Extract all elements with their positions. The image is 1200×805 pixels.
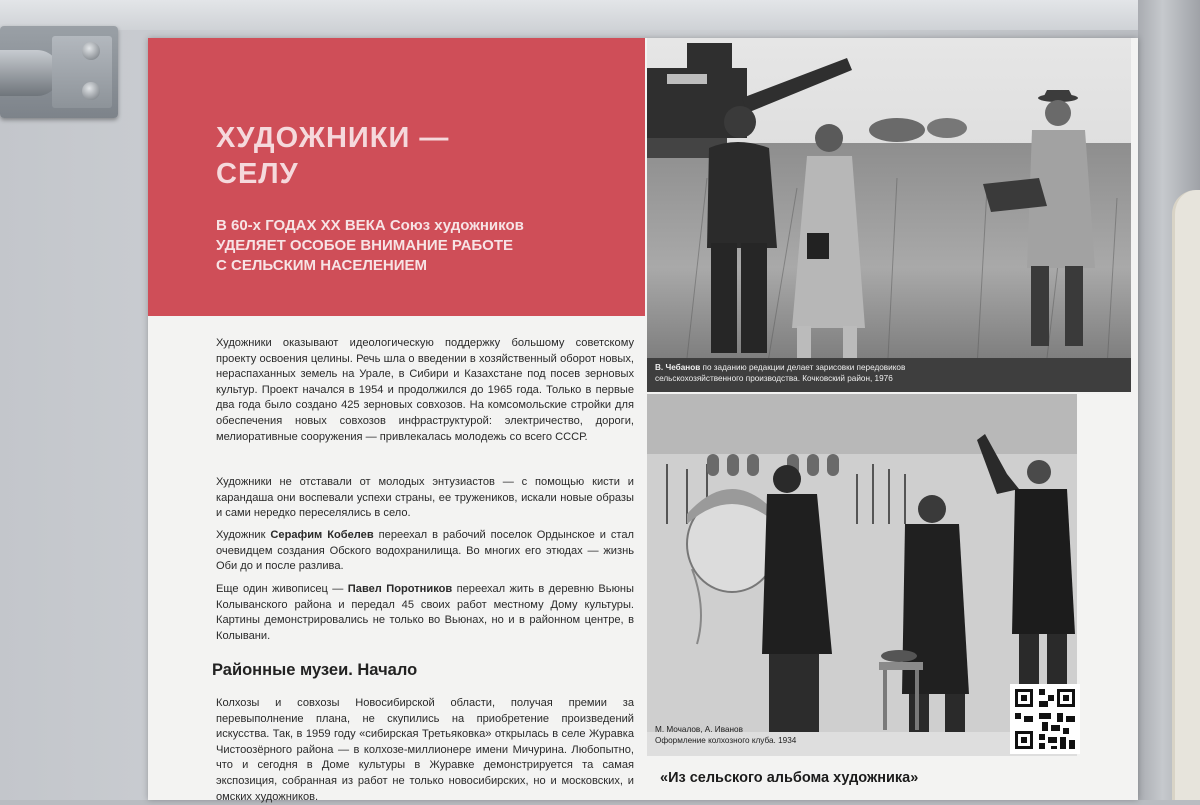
artist-name: Серафим Кобелев xyxy=(270,529,374,541)
exhibition-board xyxy=(148,38,1138,803)
artist-name: Павел Поротников xyxy=(347,583,453,595)
title-line: СЕЛУ xyxy=(216,158,299,190)
subtitle-line: С СЕЛЬСКИМ НАСЕЛЕНИЕМ xyxy=(216,257,427,274)
caption-line xyxy=(655,362,905,373)
section-heading: Районные музеи. Начало xyxy=(212,661,418,679)
page-title xyxy=(216,120,449,192)
door-frame xyxy=(1172,190,1200,800)
photo-field-image xyxy=(647,38,1131,392)
paragraph-porotnikov xyxy=(216,582,634,644)
paragraph-kobelev xyxy=(216,528,634,575)
caption-author: В. Чебанов xyxy=(655,363,701,372)
bracket-rod xyxy=(0,50,60,96)
page-subtitle xyxy=(216,216,636,276)
wall-mount-bracket xyxy=(0,26,118,118)
caption-line: М. Мочалов, А. Иванов xyxy=(655,725,743,734)
caption-line: сельскохозяйственного производства. Кочковский район, 1976 xyxy=(655,374,893,383)
bolt-icon xyxy=(82,42,100,60)
text-run: Художник xyxy=(216,529,271,541)
caption-line: Оформление колхозного клуба. 1934 xyxy=(655,736,797,745)
photo-caption xyxy=(655,362,905,384)
wall-top-edge xyxy=(0,0,1200,30)
paragraph-tselina: Художники оказывают идеологическую поддержку большому советскому проекту освоения целины. Речь шла о введении в хозяйственный оборот новых, нераспаханных земель на Урале, в Сибири и Казахстане под посев зерновых культур. Проект начался в 1954 и продолжился до 1965 года. Только в первые два года было создано 425 зерновых совхозов. На комсомольские стройки для обеспечения новых совхозов инфраструктурой: электричество, дороги, мелиоративные сооружения — привлекалась молодежь со всего СССР. xyxy=(216,337,634,443)
qr-code-icon xyxy=(1012,686,1078,752)
subtitle-line: В 60-х ГОДАХ XX ВЕКА Союз художников xyxy=(216,217,524,234)
bolt-icon xyxy=(82,82,100,100)
album-heading: «Из сельского альбома художника» xyxy=(660,770,919,786)
title-line: ХУДОЖНИКИ — xyxy=(216,122,450,154)
subtitle-line: УДЕЛЯЕТ ОСОБОЕ ВНИМАНИЕ РАБОТЕ xyxy=(216,237,514,254)
photo-field xyxy=(647,38,1131,392)
paragraph-artists: Художники не отставали от молодых энтузиастов — с помощью кисти и карандаша они воспевали успехи страны, ее тружеников, искали новые образы и сами нередко переселялись в село. xyxy=(216,476,634,520)
text-run: Еще один живописец — xyxy=(216,583,348,595)
text-run: переехал жить в деревню Вьюны Колыванского района и передал 45 своих работ местному Дому культуры. Картины демонстрировались не только во Вьюнах, но и в районном центре, в Колывани. xyxy=(216,583,634,642)
photo-caption xyxy=(655,724,796,746)
caption-text: по заданию редакции делает зарисовки передовиков xyxy=(700,363,906,372)
paragraph-museums: Колхозы и совхозы Новосибирской области, получая премии за перевыполнение плана, не скупились на приобретение произведений искусства. Так, в 1959 году «сибирская Третьяковка» открылась в селе Журавка Чистоозёрного района — в колхозе-миллионере имени Мичурина. Любопытно, что и сегодня в Доме культуры в Журавке демонстрируется та самая экспозиция, собранная из работ не только новосибирских, но и московских, и омских художников. xyxy=(216,697,634,803)
text-run: переехал в рабочий поселок Ордынское и стал очевидцем создания Обского водохранилища. Во многих его этюдах — жизнь Оби до и после разлива. xyxy=(216,529,634,573)
title-panel xyxy=(148,38,645,316)
qr-code[interactable] xyxy=(1010,684,1080,754)
